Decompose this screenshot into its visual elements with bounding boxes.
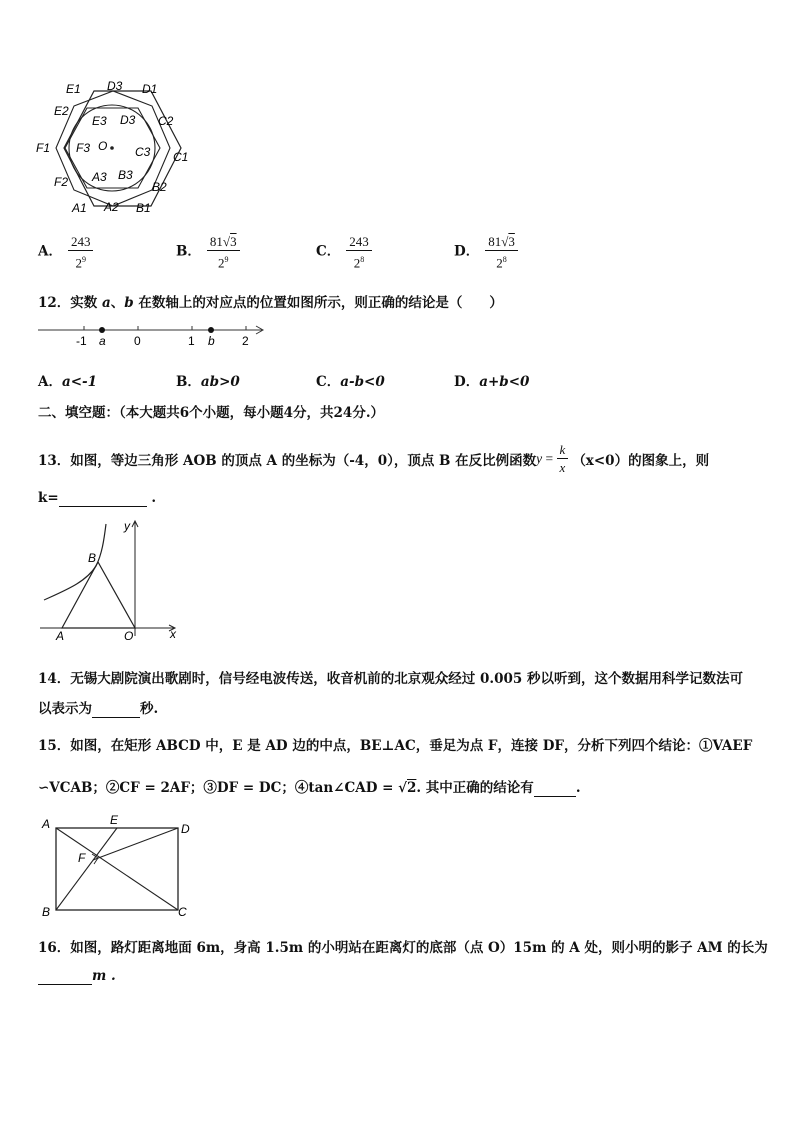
stem-text: . [575, 780, 581, 796]
numerator: 81√3 [485, 234, 518, 251]
base: 2 [217, 255, 225, 271]
answer-blank[interactable] [92, 701, 140, 718]
q13-stem [38, 442, 709, 475]
q12-stem [38, 291, 503, 311]
fig-label: E2 [54, 104, 69, 118]
option-letter: A． [38, 374, 62, 390]
radicand: 2 [407, 780, 417, 796]
q11-option-c[interactable] [316, 234, 372, 270]
stem-text: . 其中正确的结论有 [416, 780, 534, 796]
fig-label: F2 [54, 175, 69, 189]
base: 2 [75, 255, 82, 271]
number-line [34, 320, 274, 350]
answer-blank[interactable] [38, 968, 92, 985]
stem-text: 12．实数 [38, 295, 102, 311]
fig-label: B [88, 551, 97, 565]
option-letter: D． [454, 374, 480, 390]
axis-label: 0 [134, 334, 141, 348]
variable-b: b [124, 295, 134, 311]
answer-prefix: k= [38, 490, 59, 506]
var-y: y [536, 450, 543, 466]
option-letter: B． [176, 243, 201, 260]
axis-label: 1 [188, 334, 195, 348]
line-ac [56, 828, 178, 910]
stem-text: 秒. [140, 701, 159, 717]
q14-line2 [38, 697, 158, 718]
axis-label: b [208, 334, 215, 348]
fig-label: D1 [142, 82, 158, 96]
hyperbola-curve [44, 524, 106, 600]
fig-label: A2 [104, 200, 119, 214]
separator: 、 [110, 295, 125, 311]
equals: = [542, 450, 557, 466]
stem-text: （x<0）的图象上，则 [572, 452, 710, 469]
exponent: 9 [81, 255, 86, 264]
stem-text: ∽VCAB；②CF = 2AF；③DF = DC；④tan∠CAD = [38, 780, 399, 796]
q11-option-b[interactable] [176, 234, 240, 270]
fraction [346, 234, 372, 270]
fig-label: E1 [66, 82, 81, 96]
denominator [75, 251, 86, 270]
q16-line2 [38, 968, 116, 985]
fig-label: C1 [173, 150, 189, 164]
base: 2 [353, 255, 361, 271]
fraction [68, 234, 94, 270]
denominator: x [559, 460, 566, 475]
option-text: ab>0 [200, 374, 240, 390]
fig-label: B1 [136, 201, 151, 215]
q12-option-c[interactable] [316, 370, 385, 390]
q14-line1: 14．无锡大剧院演出歌剧时，信号经电波传送，收音机前的北京观众经过 0.005 秒以听到，这个数据用科学记数法可 [38, 671, 743, 687]
fig-label: D [181, 822, 190, 836]
fig-label: C2 [158, 114, 174, 128]
fig-label: C3 [135, 145, 151, 159]
q11-option-a[interactable] [38, 234, 93, 270]
option-letter: B． [176, 374, 201, 390]
numerator: k [557, 442, 569, 459]
hexagon-figure [30, 78, 200, 218]
fig-label: O [124, 629, 134, 642]
fig-label: F [78, 851, 86, 865]
stem-text: 以表示为 [38, 701, 92, 717]
fig-label: A1 [72, 201, 87, 215]
q11-option-d[interactable] [454, 234, 518, 270]
denominator [354, 251, 365, 270]
fig-label: E3 [92, 114, 107, 128]
fig-label: A [56, 629, 65, 642]
exponent: 9 [224, 255, 229, 264]
center-dot [110, 146, 114, 150]
exponent: 8 [502, 255, 507, 264]
fig-label: B [42, 905, 51, 919]
fig-label: x [170, 627, 176, 641]
line-be [56, 828, 117, 910]
point-b [208, 327, 214, 333]
denominator [496, 251, 507, 270]
option-text: a-b<0 [340, 374, 385, 390]
answer-suffix: . [146, 490, 157, 506]
fig-label: D3 [120, 113, 136, 127]
axis-label: -1 [76, 334, 87, 348]
fraction [485, 234, 518, 270]
option-letter: C． [316, 374, 341, 390]
fraction-k-over-x [557, 442, 569, 475]
coefficient: 81 [209, 234, 223, 249]
fig-label: D3 [107, 79, 123, 93]
fig-label: O [98, 139, 108, 153]
denominator [218, 251, 229, 270]
radicand: 3 [508, 234, 515, 249]
base: 2 [496, 255, 503, 271]
coefficient: 81 [488, 234, 502, 249]
answer-blank[interactable] [59, 490, 147, 507]
fig-label: B2 [152, 180, 167, 194]
option-letter: A． [38, 243, 62, 260]
q12-option-a[interactable] [38, 370, 97, 390]
stem-text: 13．如图，等边三角形 AOB 的顶点 A 的坐标为（-4，0），顶点 B 在反比例函数 [38, 452, 537, 469]
axis-label: 2 [242, 334, 249, 348]
option-letter: D． [454, 243, 480, 260]
fig-label: B3 [118, 168, 133, 182]
numerator: 81√3 [207, 234, 240, 251]
stem-text: m . [92, 968, 116, 984]
exponent: 8 [360, 255, 365, 264]
numerator: 243 [68, 234, 94, 251]
fig-label: C [178, 905, 187, 919]
q15-line1: 15．如图，在矩形 ABCD 中，E 是 AD 边的中点，BE⊥AC，垂足为点 F，连接 DF，分析下列四个结论：①VAEF [38, 738, 753, 754]
fraction [207, 234, 240, 270]
answer-blank[interactable] [534, 780, 576, 797]
q13-answer [38, 490, 156, 507]
fig-label: A3 [92, 170, 107, 184]
fig-label: F1 [36, 141, 51, 155]
radicand: 3 [230, 234, 237, 249]
q15-line2: ∽VCAB；②CF = 2AF；③DF = DC；④tan∠CAD = √2. 其中正确的结论有 . [38, 780, 581, 796]
point-a [99, 327, 105, 333]
fig-label: E [110, 813, 119, 827]
option-text: a+b<0 [479, 374, 530, 390]
fig-label: y [124, 519, 130, 533]
axis-label: a [99, 334, 106, 348]
q16-line1: 16．如图，路灯距离地面 6m，身高 1.5m 的小明站在距离灯的底部（点 O）15m 的 A 处，则小明的影子 AM 的长为 [38, 940, 768, 956]
q13-figure [36, 516, 181, 642]
option-letter: C． [316, 243, 341, 260]
numerator: 243 [346, 234, 372, 251]
q15-rectangle-figure [36, 812, 201, 922]
q12-option-b[interactable] [176, 370, 240, 390]
variable-a: a [102, 295, 111, 311]
fig-label: A [42, 817, 51, 831]
section-heading: 二、填空题：（本大题共6个小题，每小题4分，共24分.） [38, 405, 385, 421]
q12-option-d[interactable] [454, 370, 529, 390]
option-text: a<-1 [61, 374, 98, 390]
stem-text: 在数轴上的对应点的位置如图所示，则正确的结论是（ ） [133, 295, 503, 311]
fig-label: F3 [76, 141, 91, 155]
triangle-aob [62, 562, 135, 628]
